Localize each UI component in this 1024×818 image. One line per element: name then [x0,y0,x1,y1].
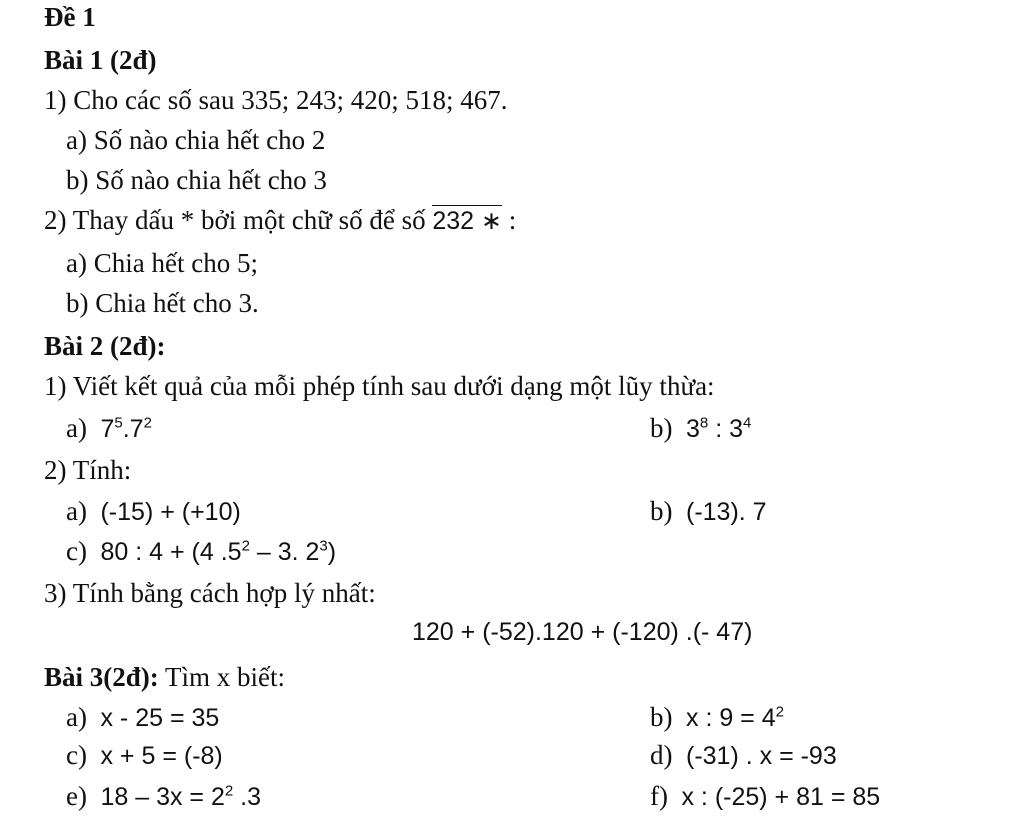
expression: (-15) + (+10) [100,498,241,526]
bai2-q2c [66,538,336,565]
expression [100,538,336,566]
bai3-heading-rest: Tìm x biết: [158,662,285,692]
bai3-heading [44,664,285,691]
equation: x - 25 = 35 [100,704,220,732]
equation: x : (-25) + 81 = 85 [681,783,881,811]
exponent: 2 [241,537,250,555]
bai1-q2a: a) Chia hết cho 5; [66,248,258,278]
bai2-q2b [650,498,767,525]
bai2-q1: 1) Viết kết quả của mỗi phép tính sau dưới dạng một lũy thừa: [44,371,715,401]
equation: x + 5 = (-8) [100,742,223,770]
part: .3 [233,783,262,811]
exponent: 3 [319,537,328,555]
expression [686,415,751,443]
bai2-q3: 3) Tính bằng cách hợp lý nhất: [44,578,376,608]
bai1-q2-end: : [501,205,517,235]
equation: (-31) . x = -93 [686,742,837,770]
label: b) [650,702,673,732]
bai1-q1a: a) Số nào chia hết cho 2 [66,125,326,155]
expression [100,415,151,443]
label: d) [650,740,673,770]
overline [432,205,502,206]
label: e) [66,781,87,811]
bai1-q1: 1) Cho các số sau 335; 243; 420; 518; 467. [44,85,508,115]
bai2-q1b [650,415,751,442]
expression: (-13). 7 [686,498,767,526]
bai3-b [650,704,784,731]
bai1-q1b: b) Số nào chia hết cho 3 [66,165,327,195]
label: f) [650,781,668,811]
part: ) [327,538,337,566]
label: a) [66,702,87,732]
base: 7 [100,415,115,443]
bai2-q2a [66,498,241,525]
part: x : 9 = 4 [686,704,776,732]
exponent: 5 [114,414,123,432]
base: .7 [122,415,144,443]
bai2-q1a [66,415,152,442]
label: a) [66,413,87,443]
bai1-q2-number: 232 ∗ [432,207,502,235]
page-title: Đề 1 [44,2,96,32]
bai3-e [66,783,261,810]
bai3-f [650,783,880,810]
bai1-q2 [44,207,516,234]
label: a) [66,496,87,526]
bai1-heading: Bài 1 (2đ) [44,45,157,75]
overlined-number [432,209,502,234]
exponent: 2 [224,782,234,800]
exponent: 2 [143,414,152,432]
part: – 3. 2 [249,538,320,566]
part: 18 – 3x = 2 [100,783,225,811]
base: 3 [686,415,700,443]
bai1-q2b: b) Chia hết cho 3. [66,288,259,318]
label: c) [66,536,87,566]
equation [686,704,784,732]
base: : 3 [708,415,743,443]
bai3-heading-bold: Bài 3(2đ): [44,662,159,692]
bai2-q2: 2) Tính: [44,455,132,485]
exponent: 2 [775,703,784,721]
bai1-q2-text: 2) Thay dấu * bởi một chữ số để số [44,205,426,235]
label: b) [650,413,673,443]
bai3-d [650,742,837,769]
label: c) [66,740,87,770]
bai3-c [66,742,223,769]
exponent: 4 [743,414,752,432]
equation [100,783,261,811]
label: b) [650,496,673,526]
part: 80 : 4 + (4 .5 [100,538,242,566]
bai2-q3-expression: 120 + (-52).120 + (-120) .(- 47) [412,618,753,646]
bai3-a [66,704,219,731]
bai2-heading: Bài 2 (2đ): [44,331,166,361]
exponent: 8 [699,414,709,432]
